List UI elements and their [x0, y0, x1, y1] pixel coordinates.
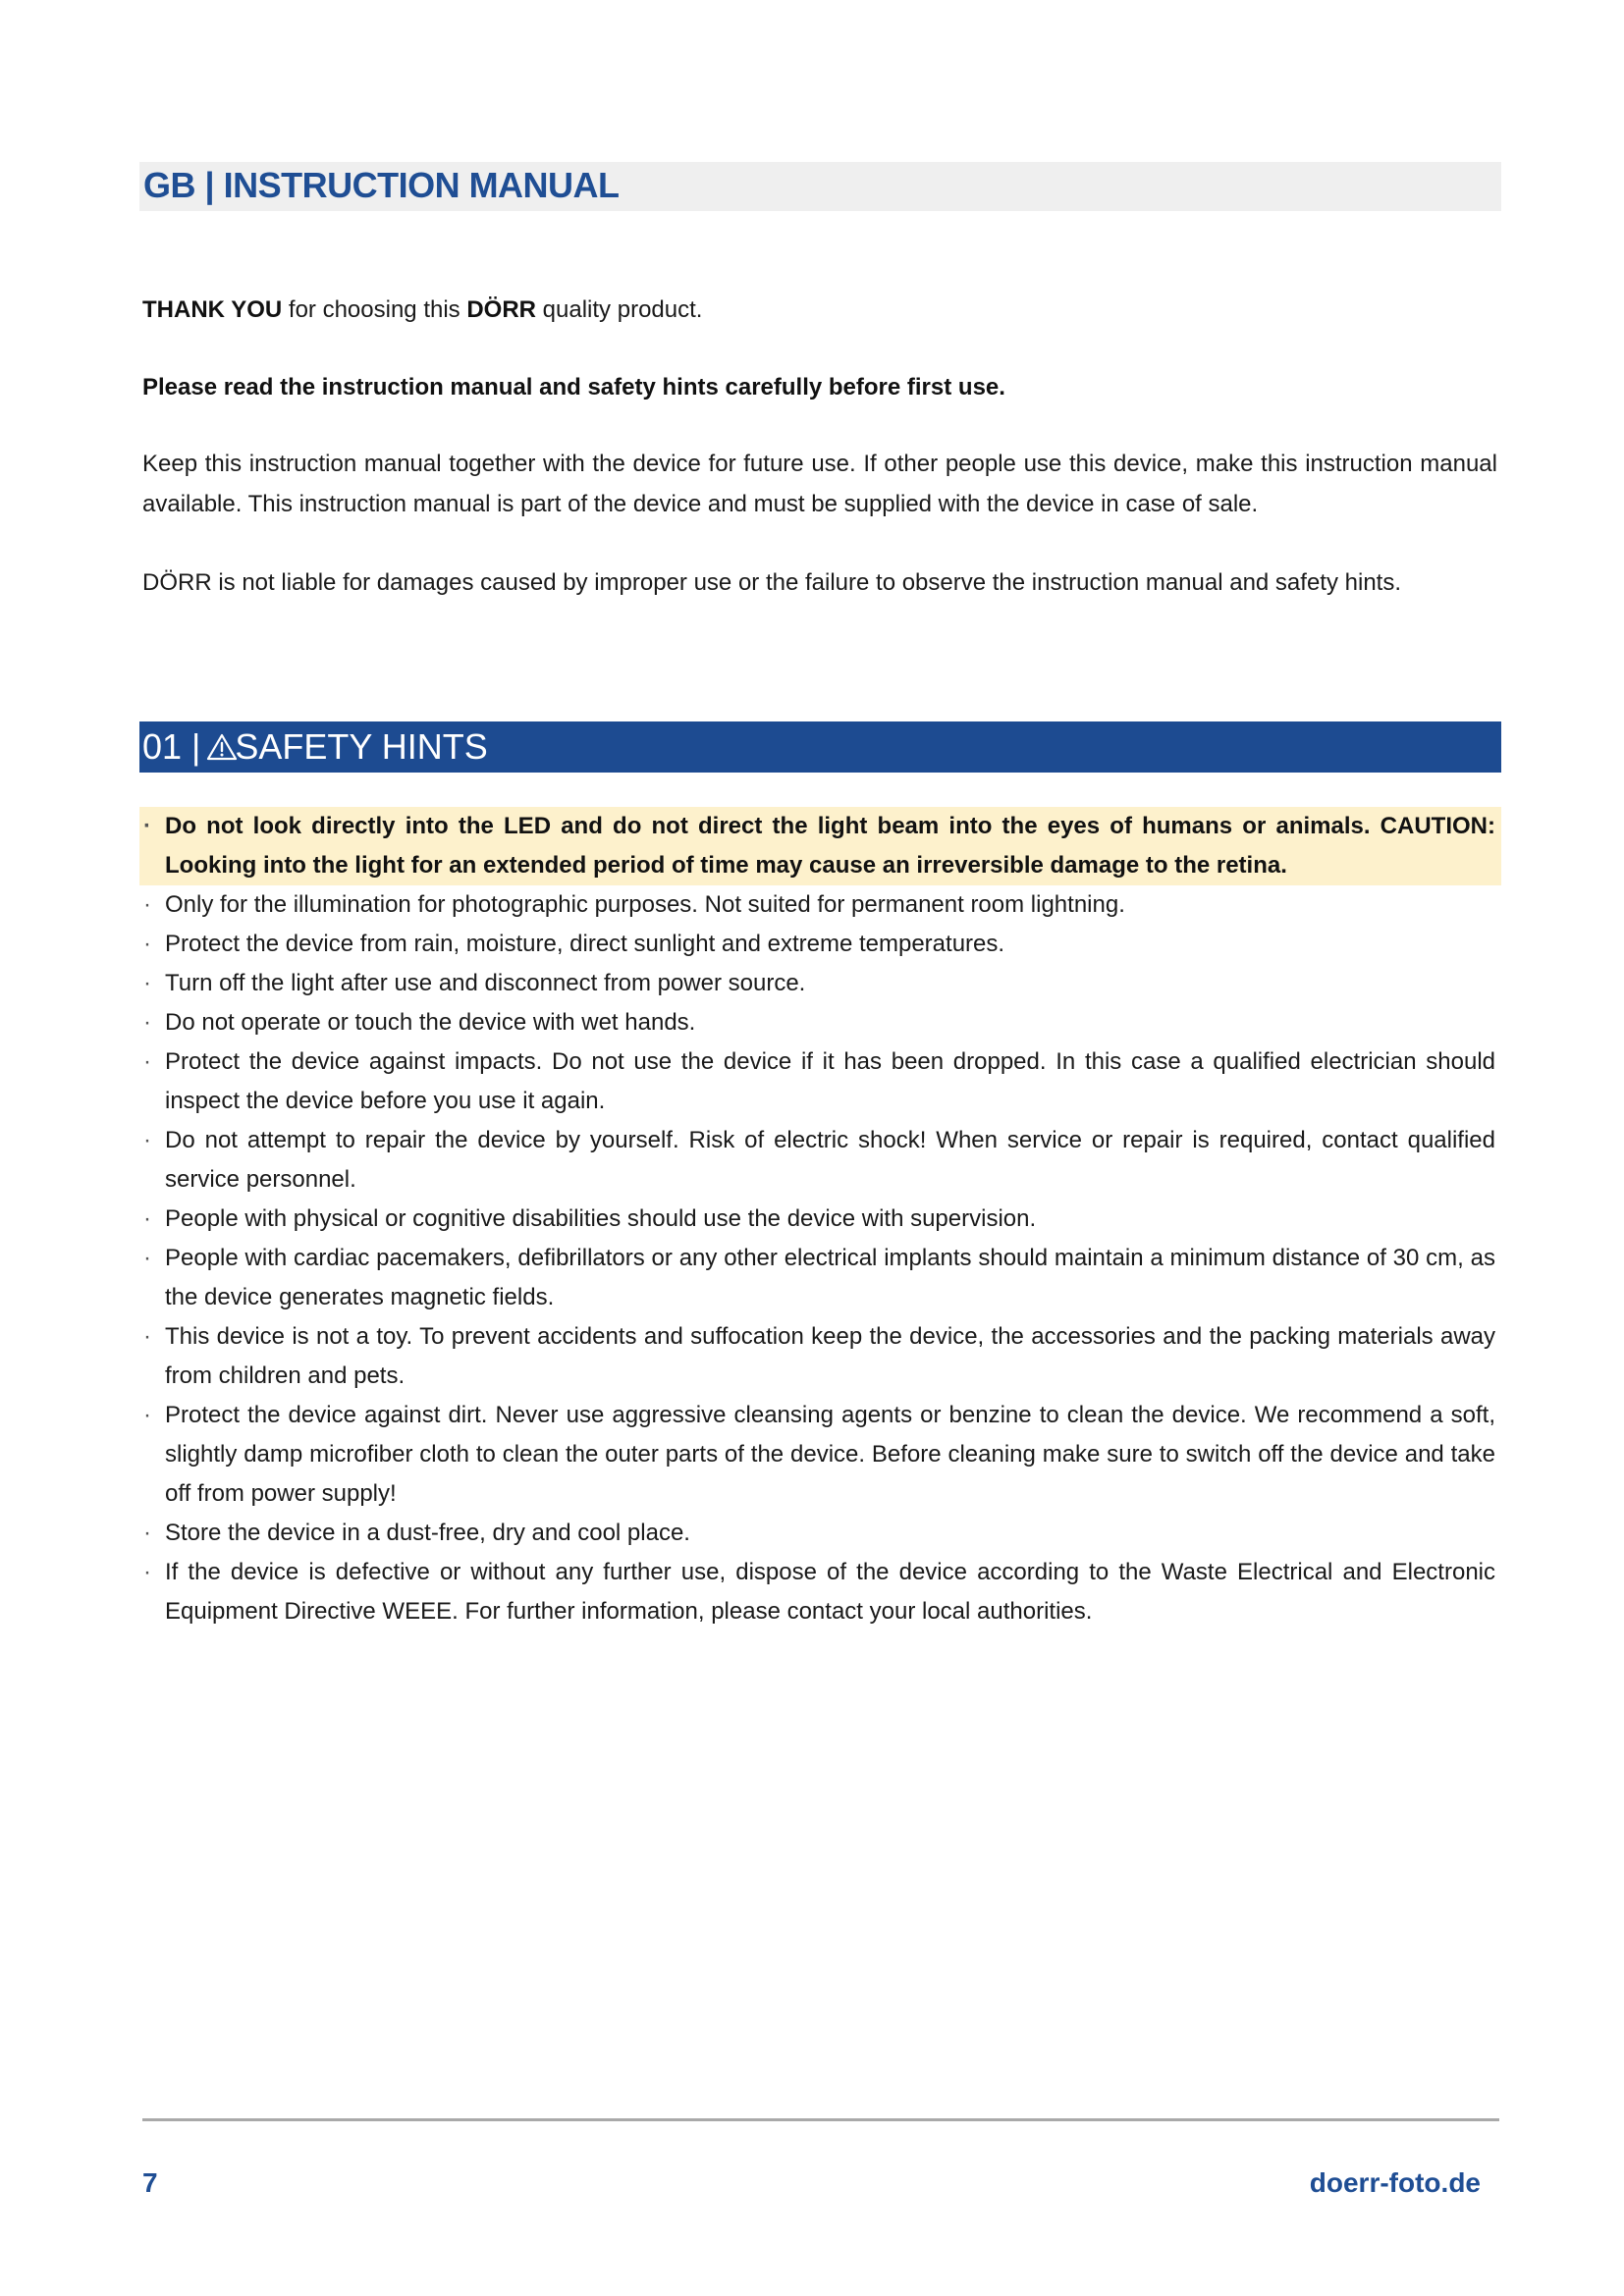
thank-you-paragraph [142, 290, 1497, 330]
list-item: · Only for the illumination for photographic purposes. Not suited for permanent room lightning. [139, 885, 1501, 925]
list-item: · Do not attempt to repair the device by yourself. Risk of electric shock! When service or repair is required, contact qualified service personnel. [139, 1121, 1501, 1200]
list-item: · People with physical or cognitive disabilities should use the device with supervision. [139, 1200, 1501, 1239]
list-item: · Protect the device from rain, moisture, direct sunlight and extreme temperatures. [139, 925, 1501, 964]
section-title [142, 726, 488, 768]
list-item: · Store the device in a dust-free, dry and cool place. [139, 1514, 1501, 1553]
liability-paragraph: DÖRR is not liable for damages caused by improper use or the failure to observe the instruction manual and safety hints. [142, 569, 1401, 596]
read-notice: Please read the instruction manual and safety hints carefully before first use. [142, 374, 1005, 400]
page-title: GB | INSTRUCTION MANUAL [143, 165, 620, 205]
page-number: 7 [142, 2167, 158, 2198]
section-title-text: SAFETY HINTS [235, 726, 488, 767]
thank-you-end: quality product. [536, 296, 703, 323]
safety-hints-list [139, 807, 1501, 1631]
list-item: · People with cardiac pacemakers, defibrillators or any other electrical implants should maintain a minimum distance of 30 cm, as the device generates magnetic fields. [139, 1239, 1501, 1317]
list-item: · Do not operate or touch the device with wet hands. [139, 1003, 1501, 1042]
keep-manual-paragraph: Keep this instruction manual together with the device for future use. If other people use this device, make this instruction manual available. This instruction manual is part of the device and must be supplied with the device in case of sale. [142, 451, 1497, 517]
list-item: · Protect the device against dirt. Never use aggressive cleansing agents or benzine to clean the device. We recommend a soft, slightly damp microfiber cloth to clean the outer parts of the device. Before cleaning make sure to switch off the device and take off from power supply! [139, 1396, 1501, 1514]
footer-divider [142, 2118, 1499, 2121]
warning-triangle-icon [206, 732, 238, 762]
brand-strong: DÖRR [466, 296, 537, 323]
list-item: · Turn off the light after use and disconnect from power source. [139, 964, 1501, 1003]
website-link[interactable]: doerr-foto.de [1309, 2167, 1481, 2198]
list-item: · If the device is defective or without any further use, dispose of the device according to the Waste Electrical and Electronic Equipment Directive WEEE. For further information, please contact your local authorities. [139, 1553, 1501, 1631]
list-item-warning-led: · Do not look directly into the LED and do not direct the light beam into the eyes of humans or animals. CAUTION: Looking into the light for an extended period of time may cause an irreversible damage to the retina. [139, 807, 1501, 885]
thank-you-strong: THANK YOU [142, 296, 283, 323]
section-number: 01 | [142, 726, 201, 767]
section-header-safety [139, 721, 1501, 773]
header-bar [139, 162, 1501, 211]
list-item: · This device is not a toy. To prevent accidents and suffocation keep the device, the accessories and the packing materials away from children and pets. [139, 1317, 1501, 1396]
thank-you-mid: for choosing this [282, 296, 467, 323]
list-item: · Protect the device against impacts. Do not use the device if it has been dropped. In this case a qualified electrician should inspect the device before you use it again. [139, 1042, 1501, 1121]
